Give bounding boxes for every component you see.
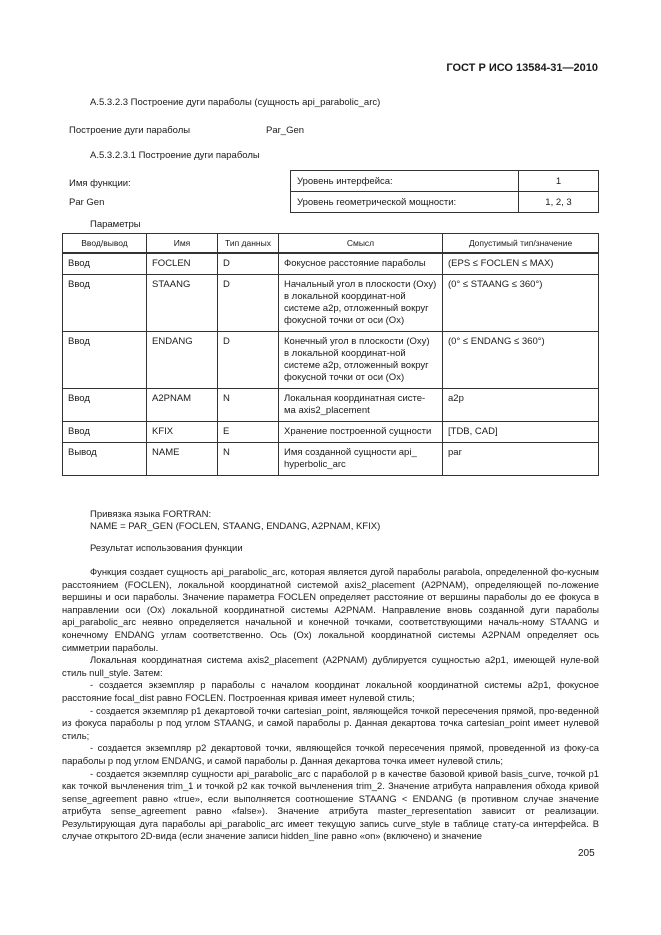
paragraph: - создается экземпляр сущности api_parabolic_arc с параболой p в качестве базовой кривой basis_curve, точкой p1 как точкой вычленения trim_1 и точкой p2 как точкой вычленения trim_2. Значение атрибута направления обхода кривой sense_agreement равно «true», если выполняется соотношение STAANG < ENDANG (в противном случае значение атрибута sense_agreement равно «false»). Значение атрибута master_representation зависит от реализации. Результирующая дуга параболы api_parabolic_arc имеет текущую запись curve_style в таблице стату-са интерфейса. В случае открытого 2D-вида (если значение записи hidden_line равно «on» (включено) и значение	[62, 767, 599, 842]
table-cell: Конечный угол в плоскости (Oxy) в локальной координат-ной системе a2p, отложенный вокруг фокусной точки от оси (Ox)	[279, 332, 443, 389]
table-cell: D	[218, 332, 279, 389]
table-cell: [TDB, CAD]	[443, 422, 599, 443]
table-cell: KFIX	[147, 422, 218, 443]
table-cell: Ввод	[63, 332, 147, 389]
table-cell: Вывод	[63, 443, 147, 476]
document-header: ГОСТ Р ИСО 13584-31—2010	[446, 62, 598, 74]
subsection-title: А.5.3.2.3.1 Построение дуги параболы	[90, 150, 260, 161]
construct-label: Построение дуги параболы	[69, 125, 191, 136]
table-cell: D	[218, 253, 279, 275]
table-row	[63, 443, 599, 476]
table-row	[63, 422, 599, 443]
table-cell: A2PNAM	[147, 389, 218, 422]
page-number: 205	[578, 848, 595, 859]
table-cell: Имя созданной сущности api_ hyperbolic_arc	[279, 443, 443, 476]
column-header: Смысл	[279, 234, 443, 254]
table-cell: D	[218, 275, 279, 332]
table-cell: par	[443, 443, 599, 476]
table-cell: NAME	[147, 443, 218, 476]
paragraph: - создается экземпляр p параболы с началом координат локальной координатной системы a2p1, фокусное расстояние focal_dist равно FOCLEN. Построенная кривая имеет нулевой стиль;	[62, 679, 599, 703]
table-cell: N	[218, 443, 279, 476]
table-cell: (0° ≤ STAANG ≤ 360°)	[443, 275, 599, 332]
fortran-label: Привязка языка FORTRAN:	[90, 509, 212, 520]
table-cell: Локальная координатная систе-ма axis2_placement	[279, 389, 443, 422]
table-cell: ENDANG	[147, 332, 218, 389]
table-row	[63, 389, 599, 422]
table-row	[63, 253, 599, 275]
table-cell: Ввод	[63, 389, 147, 422]
function-name: Par Gen	[69, 197, 105, 208]
column-header: Тип данных	[218, 234, 279, 254]
table-cell: (EPS ≤ FOCLEN ≤ MAX)	[443, 253, 599, 275]
table-cell: a2p	[443, 389, 599, 422]
column-header: Допустимый тип/значение	[443, 234, 599, 254]
interface-info-table	[290, 170, 599, 213]
table-row	[63, 275, 599, 332]
table-row	[63, 332, 599, 389]
interface-level-value: 1	[519, 171, 599, 192]
column-header: Ввод/вывод	[63, 234, 147, 254]
result-label: Результат использования функции	[90, 543, 243, 554]
table-cell: Ввод	[63, 253, 147, 275]
interface-level-label: Уровень интерфейса:	[291, 171, 519, 192]
paragraph: Функция создает сущность api_parabolic_arc, которая является дугой параболы parabola, определенной фо-кусным расстоянием (FOCLEN), локальной координатной системой axis2_placement (A2PNAM), определяющей по-ложение вершины и оси параболы. Значение параметра FOCLEN определяет расстояние от вершины параболы до ее фокуса в направлении оси (Ox) локальной координатной системы A2PNAM. Направление вновь созданной дуги параболы api_parabolic_arc неявно определяется начальной и конечной точками, соответствующими началь-ному STAANG и конечному ENDANG углам соответственно. Ось (Ox) локальной координатной системы A2PNAM определяет ось симметрии параболы.	[62, 566, 599, 653]
function-label: Имя функции:	[69, 178, 131, 189]
paragraph: Локальная координатная система axis2_placement (A2PNAM) дублируется сущностью a2p1, имеющей нуле-вой стиль null_style. Затем:	[62, 654, 599, 678]
table-cell: Начальный угол в плоскости (Oxy) в локальной координат-ной системе a2p, отложенный вокруг фокусной точки от оси (Ox)	[279, 275, 443, 332]
section-title: А.5.3.2.3 Построение дуги параболы (сущность api_parabolic_arc)	[90, 97, 381, 108]
paragraph: - создается экземпляр p1 декартовой точки cartesian_point, являющейся точкой пересечения прямой, про-веденной из фокуса параболы p под углом STAANG, и самой параболы p. Данная декартова точка cartesian_point имеет нулевой стиль;	[62, 704, 599, 741]
parameters-table	[62, 233, 599, 476]
geom-power-value: 1, 2, 3	[519, 192, 599, 213]
table-cell: (0° ≤ ENDANG ≤ 360°)	[443, 332, 599, 389]
table-cell: FOCLEN	[147, 253, 218, 275]
construct-value: Par_Gen	[266, 125, 305, 136]
column-header: Имя	[147, 234, 218, 254]
table-cell: Фокусное расстояние параболы	[279, 253, 443, 275]
table-header-row	[63, 234, 599, 254]
function-description	[62, 566, 599, 843]
geom-power-label: Уровень геометрической мощности:	[291, 192, 519, 213]
table-cell: Ввод	[63, 275, 147, 332]
table-cell: STAANG	[147, 275, 218, 332]
table-cell: Хранение построенной сущности	[279, 422, 443, 443]
table-cell: N	[218, 389, 279, 422]
table-cell: Ввод	[63, 422, 147, 443]
paragraph: - создается экземпляр p2 декартовой точки, являющейся точкой пересечения прямой, проведенной из фоку-са параболы p под углом ENDANG, и самой параболы p. Данная декартова точка имеет нулевой стиль;	[62, 742, 599, 766]
params-label: Параметры	[90, 219, 141, 230]
table-cell: E	[218, 422, 279, 443]
fortran-call: NAME = PAR_GEN (FOCLEN, STAANG, ENDANG, A2PNAM, KFIX)	[90, 521, 381, 532]
